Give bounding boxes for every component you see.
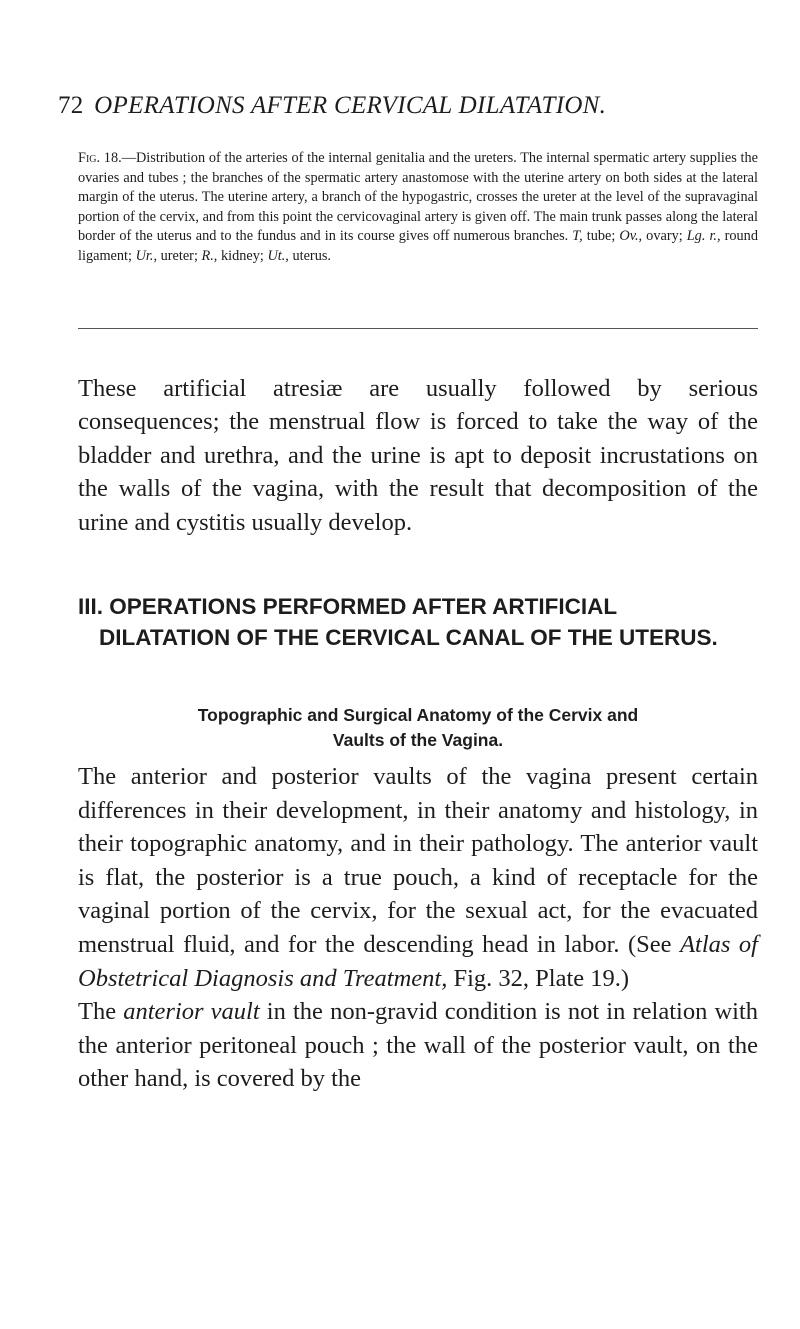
body-paragraph bbox=[78, 760, 758, 1096]
caption-text: tube; bbox=[582, 228, 620, 245]
caption-text: round ligament; bbox=[78, 228, 758, 264]
body-paragraph: These artificial atresiæ are usually followed by serious consequences; the menstrual flow is forced to take the way of the bladder and urethra, and the urine is apt to deposit incrustations on the walls of the vagina, with the result that decomposition of the urine and cystitis usually develop. bbox=[78, 374, 758, 536]
running-title: OPERATIONS AFTER CERVICAL DILATATION. bbox=[94, 92, 607, 119]
abbr-uterus: Ut., bbox=[267, 247, 289, 264]
page-number: 72 bbox=[58, 92, 84, 119]
abbr-ovary: Ov., bbox=[619, 228, 643, 245]
caption-text: kidney; bbox=[217, 247, 268, 264]
caption-text: —Distribution of the arteries of the internal genitalia and the ureters. The internal spermatic artery supplies the ovaries and tubes ; the branches of the spermatic artery anastomose with the uterine artery on both sides at the lateral margin of the uterus. The uterine artery, a branch of the hypogastric, crosses the ureter at the level of the supravaginal portion of the cervix, and from this point the cervicovaginal artery is given off. The main trunk passes along the lateral border of the uterus and to the fundus and in its course gives off numerous branches. bbox=[78, 150, 758, 245]
abbr-kidney: R., bbox=[201, 247, 218, 264]
section-heading-line: DILATATION OF THE CERVICAL CANAL OF THE UTERUS. bbox=[99, 624, 718, 650]
emphasized-term: anterior vault bbox=[123, 998, 260, 1026]
body-text: in the non-gravid condition is not in relation with the anterior peritoneal pouch ; the wall of the posterior vault, on the other hand, is covered by the bbox=[78, 998, 759, 1093]
section-heading bbox=[78, 592, 768, 653]
caption-text: ovary; bbox=[642, 228, 687, 245]
caption-text: uterus. bbox=[288, 247, 331, 264]
abbr-tube: T, bbox=[572, 228, 583, 245]
abbr-ureter: Ur., bbox=[135, 247, 158, 264]
figure-caption bbox=[78, 149, 758, 267]
subheading-line: Vaults of the Vagina. bbox=[332, 730, 504, 750]
figure-label: Fig. 18. bbox=[78, 150, 122, 166]
body-text: Fig. 32, Plate 19.) bbox=[447, 964, 630, 992]
caption-text: ureter; bbox=[157, 247, 202, 264]
abbr-round-ligament: Lg. r., bbox=[686, 228, 721, 245]
caption-divider bbox=[78, 328, 758, 329]
book-title-reference: Atlas of Obstetrical Diagnosis and Treatment, bbox=[78, 930, 758, 992]
section-heading-line: III. OPERATIONS PERFORMED AFTER ARTIFICIAL bbox=[78, 594, 618, 619]
body-text: The anterior and posterior vaults of the vagina present certain differences in their development, in their anatomy and histology, in their topographic anatomy, and in their pathology. The anterior vault is flat, the posterior is a true pouch, a kind of receptacle for the vaginal portion of the cervix, for the sexual act, for the evacuated menstrual fluid, and for the descending head in labor. (See bbox=[78, 763, 758, 958]
subheading bbox=[78, 703, 758, 753]
body-text: The bbox=[78, 998, 124, 1026]
running-head bbox=[58, 92, 758, 120]
subheading-line: Topographic and Surgical Anatomy of the Cervix and bbox=[197, 705, 639, 725]
